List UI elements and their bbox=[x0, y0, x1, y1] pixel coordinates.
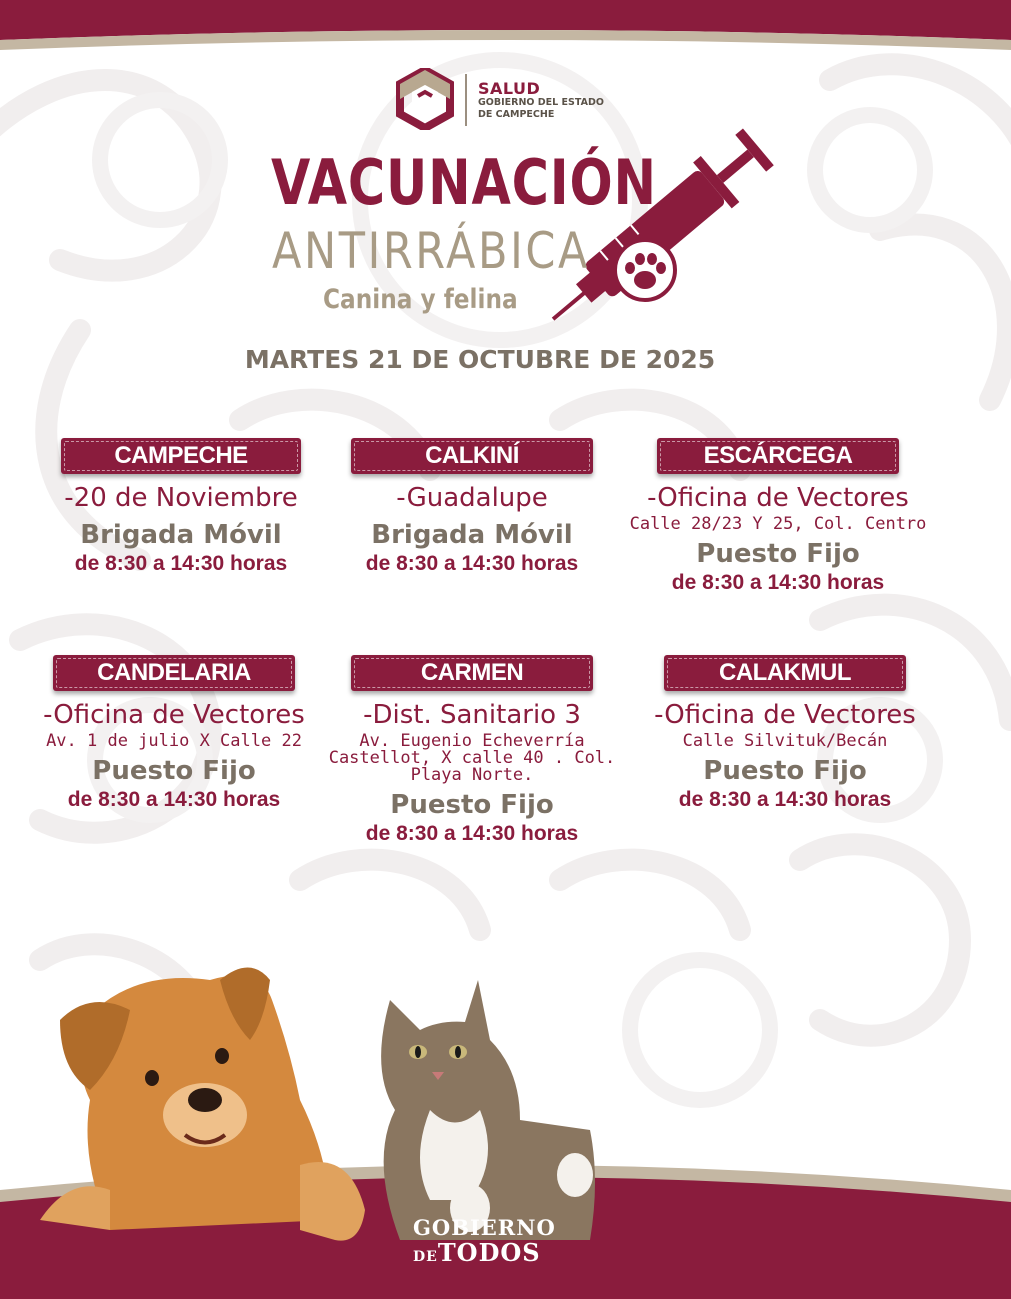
location-card-calakmul bbox=[635, 655, 935, 812]
location-name: ESCÁRCEGA bbox=[657, 438, 899, 474]
location-type: Puesto Fijo bbox=[703, 756, 867, 786]
location-card-campeche bbox=[31, 438, 331, 576]
location-address: Calle Silvituk/Becán bbox=[682, 731, 888, 751]
location-place: -Oficina de Vectores bbox=[654, 700, 916, 730]
title-antirrabica: ANTIRRÁBICA bbox=[272, 222, 590, 280]
location-place: -20 de Noviembre bbox=[64, 483, 298, 513]
location-name: CANDELARIA bbox=[53, 655, 295, 691]
dog-illustration bbox=[40, 968, 365, 1241]
location-address: Av. 1 de julio X Calle 22 bbox=[46, 731, 302, 751]
gobierno-de-todos-logo bbox=[413, 1216, 573, 1270]
location-name: CARMEN bbox=[351, 655, 593, 691]
location-hours: de 8:30 a 14:30 horas bbox=[678, 788, 892, 811]
location-hours: de 8:30 a 14:30 horas bbox=[74, 552, 288, 575]
title-canina-felina: Canina y felina bbox=[323, 284, 518, 315]
location-card-escarcega bbox=[628, 438, 928, 595]
location-hours: de 8:30 a 14:30 horas bbox=[671, 571, 885, 594]
cat-illustration bbox=[381, 980, 595, 1240]
location-type: Brigada Móvil bbox=[80, 520, 282, 550]
location-type: Puesto Fijo bbox=[92, 756, 256, 786]
footer-line2 bbox=[413, 1240, 573, 1270]
top-band bbox=[0, 0, 1011, 60]
event-date: MARTES 21 DE OCTUBRE DE 2025 bbox=[244, 345, 716, 374]
location-hours: de 8:30 a 14:30 horas bbox=[67, 788, 281, 811]
location-name: CALAKMUL bbox=[664, 655, 906, 691]
footer-de: DE bbox=[413, 1249, 438, 1265]
location-card-candelaria bbox=[24, 655, 324, 812]
logo-gov-line2: DE CAMPECHE bbox=[478, 109, 555, 120]
location-place: -Oficina de Vectores bbox=[647, 483, 909, 513]
location-type: Puesto Fijo bbox=[696, 539, 860, 569]
location-address: Calle 28/23 Y 25, Col. Centro bbox=[629, 514, 927, 534]
location-place: -Oficina de Vectores bbox=[43, 700, 305, 730]
footer-todos: TODOS bbox=[437, 1238, 541, 1267]
location-type: Brigada Móvil bbox=[371, 520, 573, 550]
location-place: -Guadalupe bbox=[396, 483, 548, 513]
location-name: CAMPECHE bbox=[61, 438, 301, 474]
title-vacunacion: VACUNACIÓN bbox=[271, 146, 657, 219]
location-address-line: Playa Norte. bbox=[410, 765, 534, 785]
location-address-line: Castellot, X calle 40 . Col. bbox=[328, 748, 616, 768]
location-card-calkini bbox=[322, 438, 622, 576]
location-hours: de 8:30 a 14:30 horas bbox=[365, 552, 579, 575]
location-name: CALKINÍ bbox=[351, 438, 593, 474]
location-card-carmen bbox=[322, 655, 622, 846]
logo-government-text bbox=[478, 97, 604, 121]
salud-hexagon-icon bbox=[394, 68, 456, 130]
location-hours: de 8:30 a 14:30 horas bbox=[365, 822, 579, 845]
location-place: -Dist. Sanitario 3 bbox=[363, 700, 581, 730]
location-type: Puesto Fijo bbox=[390, 790, 554, 820]
salud-logo bbox=[394, 68, 634, 130]
location-address-line: Av. Eugenio Echeverría bbox=[359, 731, 585, 751]
logo-divider bbox=[465, 74, 467, 126]
logo-gov-line1: GOBIERNO DEL ESTADO bbox=[478, 97, 604, 108]
footer-line1: GOBIERNO bbox=[413, 1215, 556, 1240]
logo-salud-text: SALUD bbox=[478, 79, 541, 98]
